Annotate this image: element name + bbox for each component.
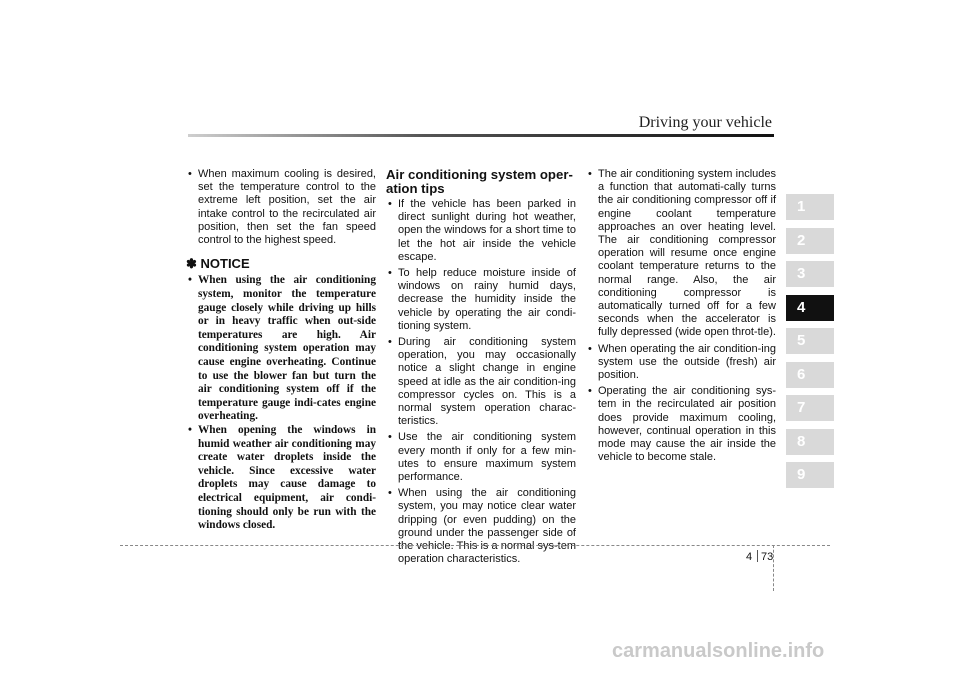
chapter-tab-9[interactable]: 9 bbox=[786, 462, 834, 488]
page-number: 73 bbox=[761, 551, 774, 563]
chapter-tab-1[interactable]: 1 bbox=[786, 194, 834, 220]
notice-list bbox=[186, 274, 376, 532]
page-chapter-number: 4 bbox=[746, 551, 753, 563]
chapter-tab-5[interactable]: 5 bbox=[786, 328, 834, 354]
section-title: Air conditioning system oper-ation tips bbox=[386, 167, 573, 196]
list-item: • When maximum cooling is desired, set the temperature control to the extreme left position, set the air intake control to the recirculated air position, then set the fan speed control to the highest speed. bbox=[186, 168, 376, 247]
chapter-tabs bbox=[786, 194, 834, 496]
notice-item: • When opening the windows in humid weather air conditioning may create water droplets inside the vehicle. Since excessive water droplets may cause damage to electrical equipment, air condi-tioning should only be run with the windows closed. bbox=[186, 424, 376, 533]
chapter-tab-2[interactable]: 2 bbox=[786, 228, 834, 254]
ac-tips-list bbox=[386, 198, 576, 566]
chapter-tab-8[interactable]: 8 bbox=[786, 429, 834, 455]
list-item: • Operating the air conditioning sys-tem in the recirculated air position does provide maximum cooling, however, continual operation in this mode may cause the air inside the vehicle to become stale. bbox=[586, 385, 776, 464]
column-1 bbox=[186, 168, 376, 533]
column-2 bbox=[386, 168, 576, 569]
list-item: • Use the air conditioning system every month if only for a few min-utes to ensure maximum system performance. bbox=[386, 431, 576, 484]
chapter-tab-4[interactable]: 4 bbox=[786, 295, 834, 321]
list-item: • When operating the air condition-ing system use the outside (fresh) air position. bbox=[586, 343, 776, 383]
list-item: • The air conditioning system includes a function that automati-cally turns the air conditioning compressor off if engine coolant temperature approaches an over heating level. The air conditioning compressor operation will resume once engine coolant temperature returns to the normal range. Also, the air conditioning compressor is automatically turned off for a few seconds when the accelerator is fully depressed (wide open throt-tle). bbox=[586, 168, 776, 340]
cooling-tips-list bbox=[186, 168, 376, 247]
watermark: carmanualsonline.info bbox=[612, 640, 825, 662]
chapter-tab-6[interactable]: 6 bbox=[786, 362, 834, 388]
ac-tips-list-continued bbox=[586, 168, 776, 464]
list-item: • If the vehicle has been parked in direct sunlight during hot weather, open the windows for a short time to let the hot air inside the vehicle escape. bbox=[386, 198, 576, 264]
list-item: • When using the air conditioning system, you may notice clear water dripping (or even pudding) on the ground under the passenger side of the vehicle. This is a normal sys-tem operation characteristics. bbox=[386, 487, 576, 566]
notice-title: ✽ NOTICE bbox=[186, 256, 250, 272]
header-rule bbox=[188, 134, 774, 137]
chapter-tab-3[interactable]: 3 bbox=[786, 261, 834, 287]
header-title: Driving your vehicle bbox=[638, 114, 772, 131]
page-number-separator bbox=[757, 550, 758, 562]
list-item: • To help reduce moisture inside of windows on rainy humid days, decrease the humidity inside the vehicle by operating the air condi-tioning system. bbox=[386, 267, 576, 333]
list-item: • During air conditioning system operation, you may occasionally notice a slight change in engine speed at idle as the air condition-ing compressor cycles on. This is a normal system operation charac-teristics. bbox=[386, 336, 576, 428]
column-3 bbox=[586, 168, 776, 467]
notice-item: • When using the air conditioning system, monitor the temperature gauge closely while driving up hills or in heavy traffic when out-side temperatures are high. Air conditioning system operation may cause engine overheating. Continue to use the blower fan but turn the air conditioning system off if the temperature gauge indi-cates engine overheating. bbox=[186, 274, 376, 424]
footer-rule bbox=[120, 545, 830, 546]
chapter-tab-7[interactable]: 7 bbox=[786, 395, 834, 421]
